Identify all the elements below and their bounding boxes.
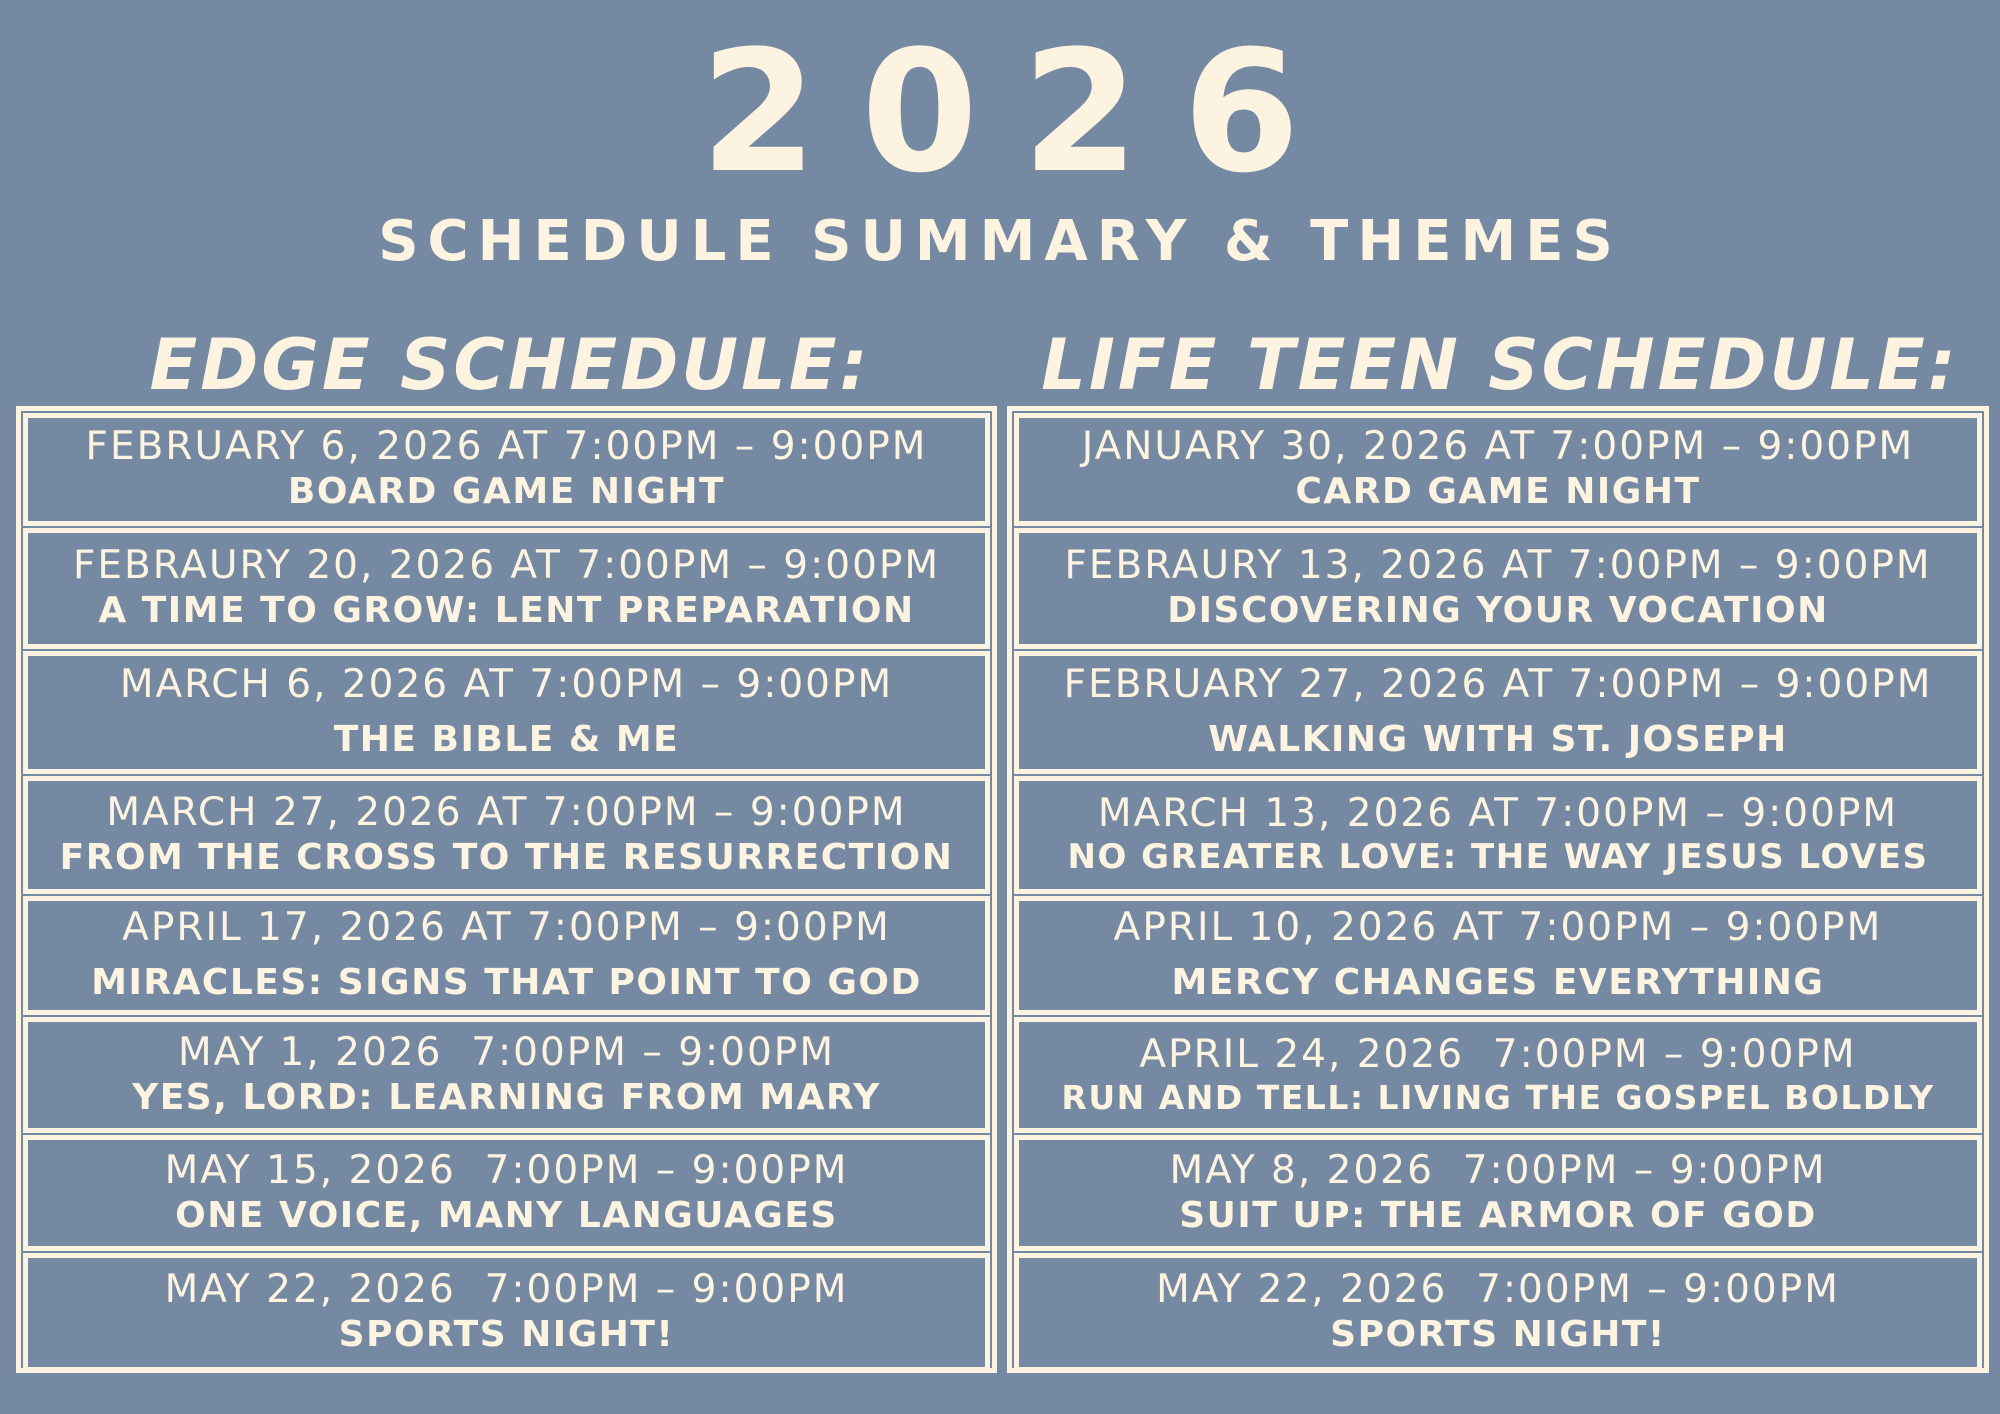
event-date: MAY 15, 2026 7:00PM – 9:00PM [164, 1147, 849, 1193]
event-theme: SPORTS NIGHT! [1330, 1314, 1666, 1356]
event-theme: RUN AND TELL: LIVING THE GOSPEL BOLDLY [1061, 1077, 1935, 1117]
event-date: APRIL 17, 2026 AT 7:00PM – 9:00PM [122, 905, 891, 951]
event-date: MARCH 13, 2026 AT 7:00PM – 9:00PM [1097, 791, 1899, 837]
schedule-row [23, 413, 990, 526]
year-heading: 2026 [700, 14, 1344, 210]
schedule-row [23, 651, 990, 774]
event-theme: YES, LORD: LEARNING FROM MARY [132, 1076, 881, 1118]
event-date: FEBRUARY 6, 2026 AT 7:00PM – 9:00PM [85, 424, 928, 470]
event-theme: A TIME TO GROW: LENT PREPARATION [98, 590, 915, 632]
edge-schedule-title: EDGE SCHEDULE: [149, 324, 871, 406]
event-date: MAY 1, 2026 7:00PM – 9:00PM [178, 1029, 835, 1075]
event-date: JANUARY 30, 2026 AT 7:00PM – 9:00PM [1081, 424, 1915, 470]
event-date: APRIL 10, 2026 AT 7:00PM – 9:00PM [1113, 905, 1883, 951]
event-date: MARCH 27, 2026 AT 7:00PM – 9:00PM [106, 789, 907, 835]
schedule-row [1014, 776, 1982, 894]
event-date: MAY 8, 2026 7:00PM – 9:00PM [1169, 1147, 1827, 1193]
event-theme: FROM THE CROSS TO THE RESURRECTION [59, 836, 954, 878]
schedule-row [1014, 1253, 1982, 1372]
schedule-row [1014, 896, 1982, 1015]
schedule-row [23, 1135, 990, 1251]
event-theme: THE BIBLE & ME [333, 719, 680, 761]
event-theme: ONE VOICE, MANY LANGUAGES [175, 1194, 838, 1236]
event-theme: MIRACLES: SIGNS THAT POINT TO GOD [91, 962, 922, 1004]
schedule-row [1014, 1135, 1982, 1251]
event-theme: BOARD GAME NIGHT [287, 471, 726, 513]
event-date: MAY 22, 2026 7:00PM – 9:00PM [1156, 1267, 1840, 1313]
event-theme: WALKING WITH ST. JOSEPH [1208, 719, 1788, 761]
event-theme: MERCY CHANGES EVERYTHING [1171, 962, 1825, 1004]
event-date: FEBRAURY 20, 2026 AT 7:00PM – 9:00PM [72, 543, 941, 589]
event-theme: SPORTS NIGHT! [338, 1314, 675, 1356]
schedule-row [1014, 413, 1982, 526]
event-theme: NO GREATER LOVE: THE WAY JESUS LOVES [1067, 837, 1929, 878]
event-date: MAY 22, 2026 7:00PM – 9:00PM [164, 1267, 849, 1313]
event-theme: DISCOVERING YOUR VOCATION [1167, 590, 1829, 632]
lifeteen-schedule-title: LIFE TEEN SCHEDULE: [1041, 324, 1959, 406]
schedule-row [23, 1017, 990, 1133]
edge-schedule-table [16, 406, 997, 1373]
schedule-row [23, 896, 990, 1015]
schedule-row [23, 528, 990, 649]
lifeteen-schedule-table [1007, 406, 1989, 1373]
schedule-row [1014, 528, 1982, 649]
event-date: FEBRUARY 27, 2026 AT 7:00PM – 9:00PM [1063, 662, 1933, 708]
event-date: APRIL 24, 2026 7:00PM – 9:00PM [1139, 1031, 1857, 1077]
event-date: MARCH 6, 2026 AT 7:00PM – 9:00PM [119, 662, 894, 708]
schedule-row [23, 776, 990, 894]
schedule-row [1014, 651, 1982, 774]
event-theme: CARD GAME NIGHT [1295, 471, 1701, 513]
schedule-row [1014, 1017, 1982, 1133]
schedule-row [23, 1253, 990, 1372]
event-theme: SUIT UP: THE ARMOR OF GOD [1179, 1194, 1817, 1236]
page-subtitle: SCHEDULE SUMMARY & THEMES [378, 209, 1622, 274]
event-date: FEBRAURY 13, 2026 AT 7:00PM – 9:00PM [1064, 543, 1932, 589]
